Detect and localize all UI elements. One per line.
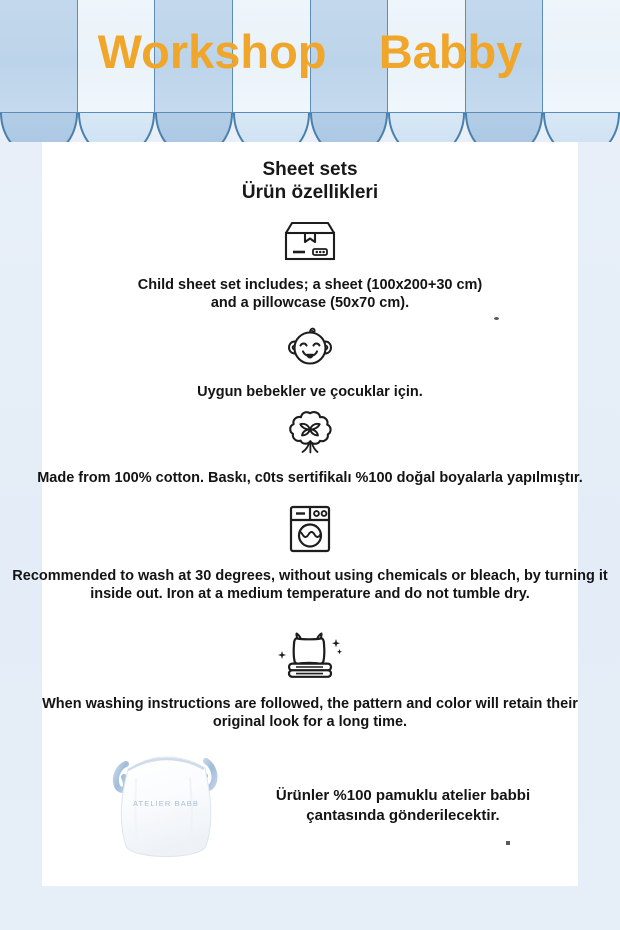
- awning-scallop: [0, 113, 78, 142]
- image-artifact-speck: [494, 317, 499, 320]
- awning-scallop: [233, 113, 311, 142]
- heading-english: Sheet sets: [262, 159, 358, 180]
- awning-scallop: [78, 113, 156, 142]
- washing-machine-icon: [0, 504, 620, 554]
- awning-scallop: [465, 113, 543, 142]
- feature-block-package: [0, 220, 620, 313]
- panel-headings: [42, 142, 578, 204]
- awning-header: [0, 0, 620, 142]
- cotton-drawstring-bag-photo: [102, 748, 232, 868]
- awning-scallop-row: [0, 113, 620, 142]
- bag-section: [42, 748, 578, 878]
- brand-title: Workshop Babby: [97, 25, 523, 78]
- feature-block-pillow: [0, 632, 620, 732]
- baby-face-icon: [0, 324, 620, 370]
- image-artifact-speck: [506, 841, 510, 845]
- package-box-icon: [0, 220, 620, 262]
- feature-block-cotton: [0, 410, 620, 487]
- pillow-bedding-sparkle-icon: [0, 632, 620, 682]
- bag-caption: Ürünler %100 pamuklu atelier babbi çantasında gönderilecektir.: [275, 787, 531, 824]
- bag-label: ATELIER BABB: [133, 799, 199, 808]
- feature-caption: When washing instructions are followed, the pattern and color will retain their original look for a long time.: [42, 696, 578, 731]
- feature-caption: Uygun bebekler ve çocuklar için.: [197, 384, 423, 400]
- cotton-boll-icon: [0, 410, 620, 456]
- feature-caption: Child sheet set includes; a sheet (100x200+30 cm) and a pillowcase (50x70 cm).: [137, 277, 483, 312]
- feature-caption: Recommended to wash at 30 degrees, without using chemicals or bleach, by turning it inside out. Iron at a medium temperature and do not tumble dry.: [12, 568, 608, 603]
- awning-scallop: [388, 113, 466, 142]
- awning-scallop: [155, 113, 233, 142]
- feature-block-washing: [0, 504, 620, 604]
- feature-caption: Made from 100% cotton. Baskı, c0ts sertifikalı %100 doğal boyalarla yapılmıştır.: [37, 470, 583, 486]
- heading-turkish: Ürün özellikleri: [241, 182, 379, 204]
- feature-block-baby: [0, 324, 620, 401]
- awning-scallop: [310, 113, 388, 142]
- awning-scallop: [543, 113, 620, 142]
- content-panel: [12, 142, 608, 886]
